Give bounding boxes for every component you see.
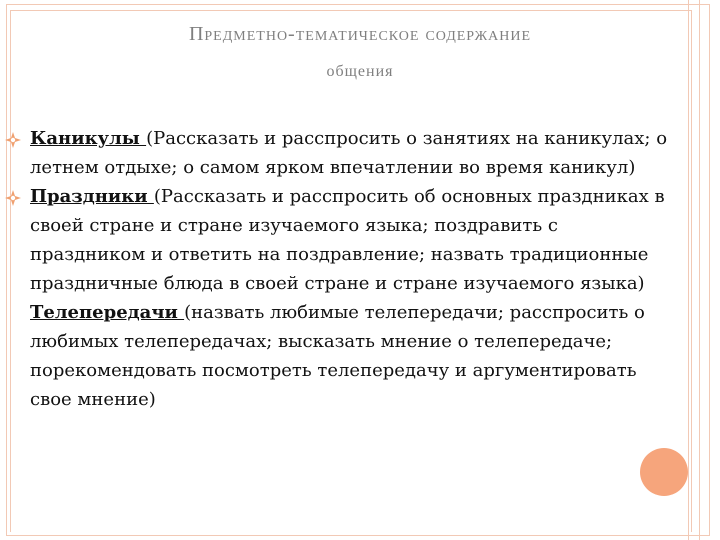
list-item-tv-programs bbox=[30, 298, 670, 414]
diamond-bullet-icon bbox=[4, 129, 22, 147]
slide-title bbox=[60, 20, 660, 86]
list-item-holidays-vacation bbox=[30, 124, 670, 182]
slide-title-line-1: Предметно-тематическое содержание bbox=[188, 23, 532, 45]
list-item-text: (Рассказать и расспросить об основных праздниках в своей стране и стране изучаемого языка; поздравить с праздником и ответить на поздравление; назвать традиционные праздничные блюда в своей стране и стране изучаемого языка) bbox=[30, 186, 665, 294]
list-item-text: (назвать любимые телепередачи; расспросить о любимых телепередачах; высказать мнение о телепередаче; порекомендовать посмотреть телепередачу и аргументировать свое мнение) bbox=[30, 302, 645, 410]
list-item-title: Телепередачи bbox=[30, 302, 185, 323]
right-border-line bbox=[688, 0, 689, 540]
slide-title-line-2: общения bbox=[326, 63, 394, 80]
right-border-line-2 bbox=[699, 0, 700, 540]
slide-content bbox=[30, 124, 670, 414]
list-item-title: Праздники bbox=[30, 186, 154, 207]
list-item-holidays bbox=[30, 182, 670, 298]
diamond-bullet-icon bbox=[4, 187, 22, 205]
list-item-title: Каникулы bbox=[30, 128, 147, 149]
list-item-text: (Рассказать и расспросить о занятиях на каникулах; о летнем отдыхе; о самом ярком впечатлении во время каникул) bbox=[30, 128, 668, 178]
decorative-circle bbox=[640, 448, 688, 496]
